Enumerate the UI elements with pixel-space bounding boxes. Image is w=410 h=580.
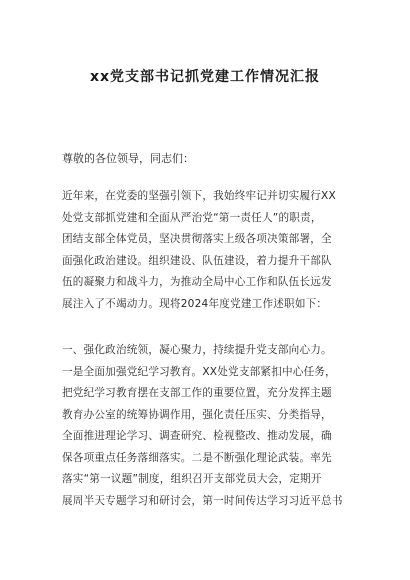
paragraph-line: 教育办公室的统筹协调作用，强化责任压实、分类指导， bbox=[62, 408, 332, 421]
paragraph-line: 一、强化政治统领，凝心聚力，持续提升党支部向心力。 bbox=[62, 344, 332, 356]
paragraph-intro bbox=[62, 186, 352, 315]
paragraph-line: 处党支部抓党建和全面从严治党“第一责任人”的职责， bbox=[62, 211, 322, 224]
paragraph-line: 面强化政治建设。组织建设、队伍建设，着力提升干部队 bbox=[62, 254, 332, 267]
paragraph-line: 把党纪学习教育摆在支部工作的重要位置，充分发挥主题 bbox=[62, 387, 332, 399]
paragraph-line: 伍的凝聚力和战斗力，为推动全局中心工作和队伍长远发 bbox=[62, 276, 332, 288]
paragraph-line: 展周半天专题学习和研讨会，第一时间传达学习习近平总书 bbox=[62, 494, 343, 507]
paragraph-line: 保各项重点任务落细落实。二是不断强化理论武装。率先 bbox=[62, 451, 332, 464]
salutation: 尊敬的各位领导，同志们： bbox=[62, 152, 194, 165]
paragraph-section-one bbox=[62, 340, 352, 512]
paragraph-line: 落实“第一议题”制度，组织召开支部党员大会，定期开 bbox=[62, 473, 322, 485]
paragraph-line: 团结支部全体党员，坚决贯彻落实上级各项决策部署，全 bbox=[62, 233, 332, 245]
paragraph-line: 一是全面加强党纪学习教育。XX处党支部紧扣中心任务， bbox=[62, 365, 336, 378]
paragraph-line: 近年来，在党委的坚强引领下，我始终牢记并切实履行XX bbox=[62, 190, 336, 202]
paragraph-line: 全面推进理论学习、调查研究、检视整改、推动发展，确 bbox=[62, 430, 332, 442]
paragraph-line: 展注入了不竭动力。现将2024年度党建工作述职如下： bbox=[62, 297, 328, 310]
document-title: xx党支部书记抓党建工作情况汇报 bbox=[89, 69, 321, 85]
